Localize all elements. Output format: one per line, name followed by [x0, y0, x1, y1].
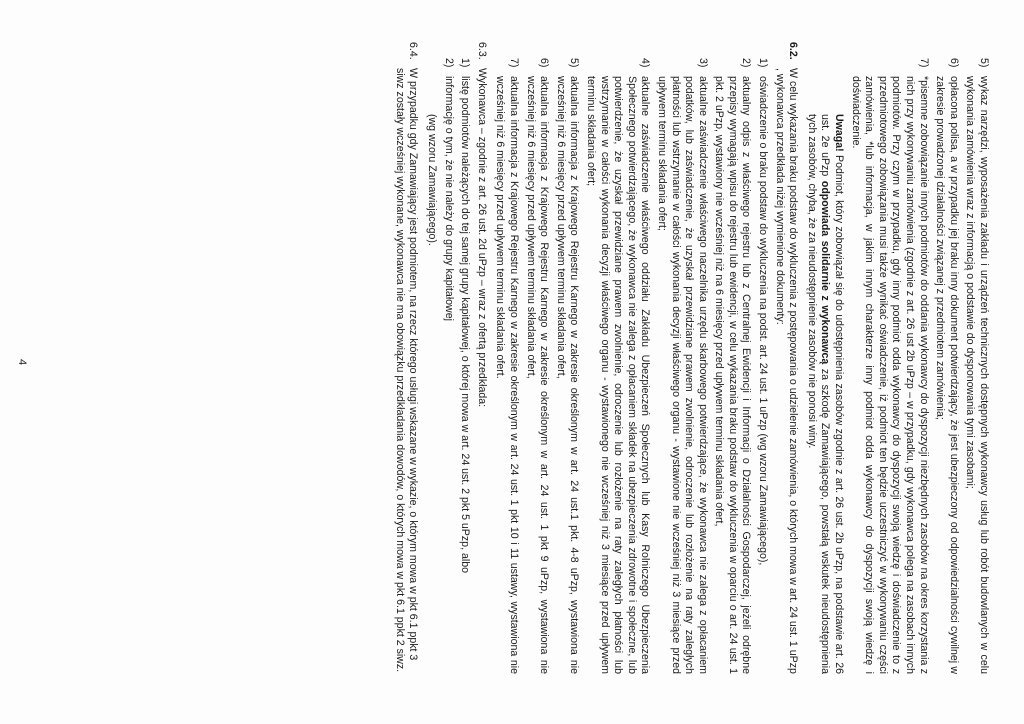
section-number: 6.3. — [475, 42, 488, 60]
section-6-2 — [772, 42, 799, 674]
list-item — [583, 42, 651, 674]
item-text: aktualne zaświadczenie właściwego oddziału Zakładu Ubezpieczeń Społecznych lub Kasy Rolniczego Ubezpieczenia Społecznego potwierdzającego, że wykonawca nie zalega z opłacaniem składek na ubezpieczenia zdrowotne i społeczne, lub potwierdzenie, że uzyskał przewidziane prawem zwolnienie, odroczenie lub rozłożenie na raty zaległych płatności lub wstrzymanie w całości wykonania decyzji właściwego organu - wystawionego nie wcześniej niż 3 miesiące przed upływem terminu składania ofert; — [584, 76, 652, 674]
item-number: 3) — [696, 58, 709, 68]
section-text: W przypadku gdy Zamawiający jest podmiotem, na rzecz którego usługi wskazane w wykazie, o którym mowa w pkt 6.1 ppkt 3 siwz zostały wcześniej wykonane, wykonawca nie ma obowiązku przedkładania dowodów, o których mowa w pkt 6.1 ppkt 2 siwz. — [393, 68, 420, 673]
item-number: 7) — [508, 58, 520, 68]
item-text: aktualna informacja z Krajowego Rejestru Karnego w zakresie określonym w art. 24 ust. 1 pkt 9 uPzp, wystawiona nie wcześniej niż 6 miesięcy przed upływem terminu składania ofert, — [524, 76, 551, 674]
warning-rest: za szkodę Zamawiającego, powstałą wskutek nieudostępnienia tych zasobów, chyba, że za nieudostępnienie zasobów nie ponosi winy. — [805, 114, 832, 674]
list-item — [848, 42, 930, 674]
section-text: W celu wykazania braku podstaw do wykluczenia z postępowania o udzielenie zamówienia, o których mowa w art. 24 ust. 1 uPzp , wykonawca przedkłada niżej wymienione dokumenty: — [773, 68, 800, 674]
item-number: 5) — [978, 58, 990, 68]
item-number: 6) — [538, 58, 551, 68]
list-item — [553, 42, 580, 674]
list-item — [441, 42, 455, 674]
section-6-4 — [392, 42, 419, 674]
list-item — [654, 42, 708, 674]
list-item — [963, 42, 990, 674]
item-number: 5) — [568, 58, 581, 68]
item-number: 1) — [459, 58, 472, 68]
section-number: 6.4. — [407, 42, 420, 60]
item-text: wykaz narzędzi, wyposażenia zakładu i urządzeń technicznych dostępnych wykonawcy usług lub robót budowlanych w celu wykonania zamówienia wraz z informacją o podstawie do dysponowania tymi zasobami; — [964, 76, 990, 674]
item-text: aktualna informacja z Krajowego Rejestru Karnego w zakresie określonym w art. 24 ust.1 pkt. 4-8 uPzp, wystawiona nie wcześniej niż 6 miesięcy przed upływem terminu składania ofert, — [554, 76, 581, 674]
page-content — [85, 42, 990, 674]
item-number: 7) — [917, 58, 930, 68]
item-number: 6) — [947, 58, 960, 68]
item-text: aktualny odpis z właściwego rejestru lub z Centralnej Ewidencji i Informacji o Działalności Gospodarczej, jeżeli odrębne przepisy wymagają wpisu do rejestru lub ewidencji, w celu wykazania braku podstaw do wykluczenia w oparciu o art. 24 ust. 1 pkt. 2 uPzp, wystawiony nie wcześniej niż na 6 miesięcy przed upływem terminu składania ofert, — [713, 76, 753, 674]
item-text: aktualna informacja z Krajowego Rejestru Karnego w zakresie określonym w art. 24 ust. 1 pkt 10 i 11 ustawy, wystawiona nie wcześniej niż 6 miesięcy przed upływem terminu składania ofert. — [494, 76, 520, 674]
section-text: Wykonawca – zgodnie z art. 26 ust. 2d uPzp – wraz z ofertą przedkłada: — [475, 68, 488, 408]
warning-text: Podmiot, który zobowiązał się do udostępnienia zasobów zgodnie z art. 26 ust. 2b uPzp, na podstawie art. 26 ust. 2e uPzp — [819, 114, 846, 674]
warning-bold-text: odpowiada solidarnie z wykonawcą — [819, 180, 832, 365]
warning-label: Uwaga! — [833, 114, 846, 152]
list-item — [712, 42, 753, 674]
list-item — [493, 42, 520, 674]
item-number: 1) — [757, 58, 770, 68]
section-6-3 — [474, 42, 488, 674]
page-number: 4 — [16, 358, 28, 366]
list-item — [756, 42, 770, 674]
template-note: (wg wzoru Zamawiającego). — [426, 114, 439, 246]
item-text: informację o tym, że nie należy do grupy kapitałowej — [442, 76, 455, 321]
list-item — [523, 42, 550, 674]
item-text: *pisemne zobowiązanie innych podmiotów do oddania wykonawcy do dyspozycji niezbędnych zasobów na okres korzystania z nich przy wykonywaniu zamówienia (zgodnie z art. 26 ust 2b uPzp – w przypadku, gdy wykonawca polega na zasobach innych podmiotów. Przy czym w przypadku, gdy inny podmiot odda wykonawcy do dyspozycji swoją wiedzę i doświadczenie to z przedmiotowego zobowiązania musi także wynikać oświadczenie, iż podmiot ten będzie uczestniczyć w wykonywaniu części zamówienia, *lub informacja, w jakim innym charakterze inny podmiot odda wykonawcy do dyspozycji swoją wiedzę i doświadczenie. — [849, 76, 930, 674]
list-item — [458, 42, 472, 674]
item-text: oświadczenie o braku podstaw do wykluczenia na podst. art. 24 ust. 1 uPzp (wg wzoru Zamawiającego), — [757, 76, 770, 566]
item-number: 2) — [740, 58, 753, 68]
warning-note — [804, 114, 845, 674]
item-text: opłacona polisa, a w przypadku jej braku inny dokument potwierdzający, że jest ubezpieczony od odpowiedzialności cywilnej w zakresie prowadzonej działalności związanej z przedmiotem zamówienia; — [934, 76, 960, 674]
item-text: listę podmiotów należących do tej samej grupy kapitałowej, o której mowa w art. 24 ust. 2 pkt 5 uPzp, albo — [459, 76, 472, 573]
list-item — [933, 42, 960, 674]
section-number: 6.2. — [787, 42, 800, 60]
item-number: 2) — [442, 58, 455, 68]
item-text: aktualne zaświadczenie właściwego naczelnika urzędu skarbowego potwierdzające, że wykonawca nie zalega z opłacaniem podatków, lub zaświadczenie, że uzyskał przewidziane prawem zwolnienie, odroczenie lub rozłożenie na raty zaległych płatności lub wstrzymanie w całości wykonania decyzji właściwego organu - wystawione nie wcześniej niż 3 miesiące przed upływem terminu składania ofert; — [655, 76, 709, 674]
item-number: 4) — [639, 58, 652, 68]
